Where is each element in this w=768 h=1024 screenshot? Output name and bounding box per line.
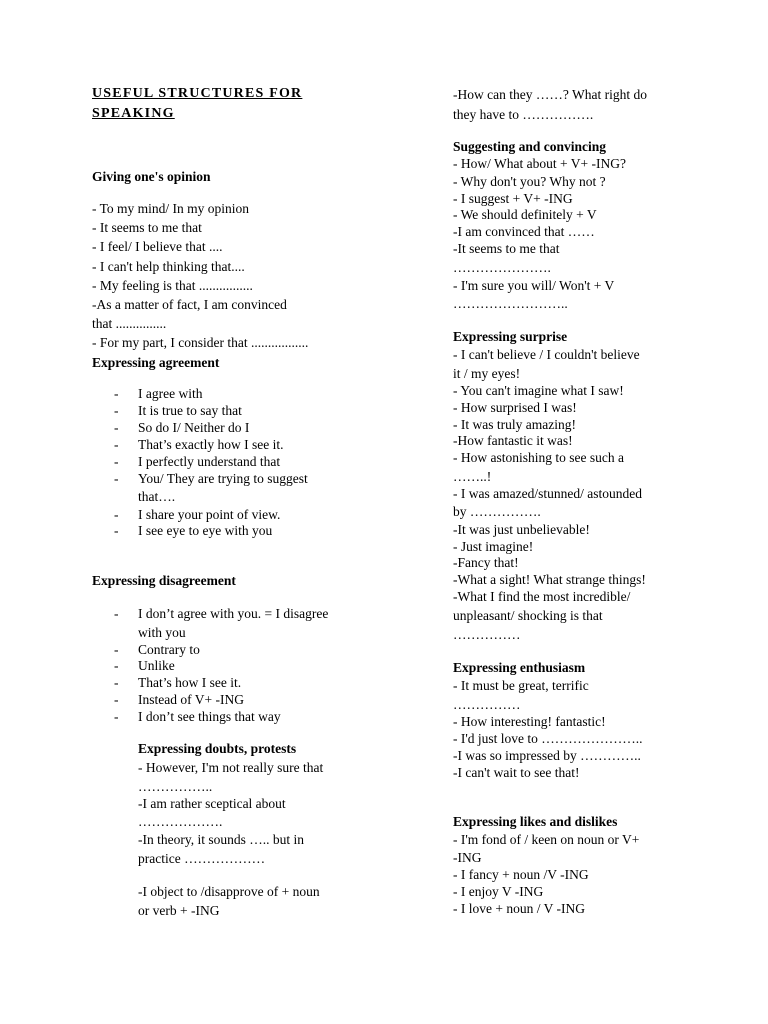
- heading-suggesting: Suggesting and convincing: [453, 139, 607, 154]
- list-item: that ...............: [92, 316, 167, 331]
- list-item: unpleasant/ shocking is that: [453, 608, 603, 623]
- list-item: or verb + -ING: [138, 903, 220, 918]
- list-item: -I can't wait to see that!: [453, 765, 580, 780]
- list-item: - We should definitely + V: [453, 207, 597, 222]
- list-item: -I am convinced that ……: [453, 224, 595, 239]
- bullet: -: [114, 507, 119, 522]
- bullet: -: [114, 692, 119, 707]
- list-item: ……………..: [138, 779, 213, 794]
- list-item: ……………: [453, 627, 521, 642]
- list-item: - I'm fond of / keen on noun or V+: [453, 832, 640, 847]
- list-item: - How/ What about + V+ -ING?: [453, 156, 626, 171]
- heading-likes: Expressing likes and dislikes: [453, 814, 618, 829]
- list-item: -I am rather sceptical about: [138, 796, 286, 811]
- list-item: - I was amazed/stunned/ astounded: [453, 486, 642, 501]
- list-item: - To my mind/ In my opinion: [92, 201, 250, 216]
- list-item: - It seems to me that: [92, 220, 202, 235]
- bullet: -: [114, 658, 119, 673]
- list-item: -What a sight! What strange things!: [453, 572, 646, 587]
- bullet: -: [114, 709, 119, 724]
- heading-enthusiasm: Expressing enthusiasm: [453, 660, 586, 675]
- list-item: -In theory, it sounds ….. but in: [138, 832, 304, 847]
- list-item: -It was just unbelievable!: [453, 522, 590, 537]
- list-item: practice ………………: [138, 851, 266, 866]
- list-item: -How can they ……? What right do: [453, 87, 647, 102]
- list-item: - I feel/ I believe that ....: [92, 239, 223, 254]
- bullet: -: [114, 471, 119, 486]
- list-item: - I love + noun / V -ING: [453, 901, 585, 916]
- bullet: -: [114, 386, 119, 401]
- list-item: -What I find the most incredible/: [453, 589, 631, 604]
- page-title-line-2: SPEAKING: [92, 106, 175, 121]
- list-item: -How fantastic it was!: [453, 433, 573, 448]
- list-item: - How surprised I was!: [453, 400, 577, 415]
- heading-disagreement: Expressing disagreement: [92, 573, 236, 588]
- list-item: - I can't believe / I couldn't believe: [453, 347, 640, 362]
- list-item: - I suggest + V+ -ING: [453, 191, 573, 206]
- list-item: ………………….: [453, 260, 551, 275]
- list-item: - For my part, I consider that .................: [92, 335, 309, 350]
- heading-surprise: Expressing surprise: [453, 329, 568, 344]
- list-item: -ING: [453, 850, 482, 865]
- list-item: - It must be great, terrific: [453, 678, 589, 693]
- list-item: -As a matter of fact, I am convinced: [92, 297, 287, 312]
- heading-doubts: Expressing doubts, protests: [138, 741, 297, 756]
- list-item: -I was so impressed by …………..: [453, 748, 641, 763]
- list-item: ……..!: [453, 469, 492, 484]
- list-item: - Just imagine!: [453, 539, 534, 554]
- list-item: - However, I'm not really sure that: [138, 760, 324, 775]
- list-item: -I object to /disapprove of + noun: [138, 884, 320, 899]
- heading-opinion: Giving one's opinion: [92, 169, 211, 184]
- list-item: - I enjoy V -ING: [453, 884, 544, 899]
- bullet: -: [114, 454, 119, 469]
- bullet: -: [114, 606, 119, 621]
- page-title-line-1: USEFUL STRUCTURES FOR: [92, 86, 303, 101]
- list-item: - My feeling is that ................: [92, 278, 253, 293]
- list-item: ……………………..: [453, 296, 568, 311]
- list-item: ……………: [453, 697, 521, 712]
- bullet: -: [114, 675, 119, 690]
- list-item: - You can't imagine what I saw!: [453, 383, 624, 398]
- heading-agreement: Expressing agreement: [92, 355, 220, 370]
- list-item: - I'm sure you will/ Won't + V: [453, 278, 615, 293]
- bullet: -: [114, 403, 119, 418]
- list-item: - I can't help thinking that....: [92, 259, 245, 274]
- list-item: ……………….: [138, 814, 223, 829]
- bullet: -: [114, 437, 119, 452]
- bullet: -: [114, 642, 119, 657]
- list-item: -Fancy that!: [453, 555, 519, 570]
- bullet: -: [114, 420, 119, 435]
- list-item: by …………….: [453, 504, 541, 519]
- bullet: -: [114, 523, 119, 538]
- list-item: - Why don't you? Why not ?: [453, 174, 606, 189]
- list-item: - I'd just love to …………………..: [453, 731, 643, 746]
- list-item: it / my eyes!: [453, 366, 521, 381]
- list-item: - How interesting! fantastic!: [453, 714, 606, 729]
- list-item: - How astonishing to see such a: [453, 450, 624, 465]
- list-item: - It was truly amazing!: [453, 417, 576, 432]
- list-item: -It seems to me that: [453, 241, 560, 256]
- list-item: - I fancy + noun /V -ING: [453, 867, 589, 882]
- list-item: they have to …………….: [453, 107, 594, 122]
